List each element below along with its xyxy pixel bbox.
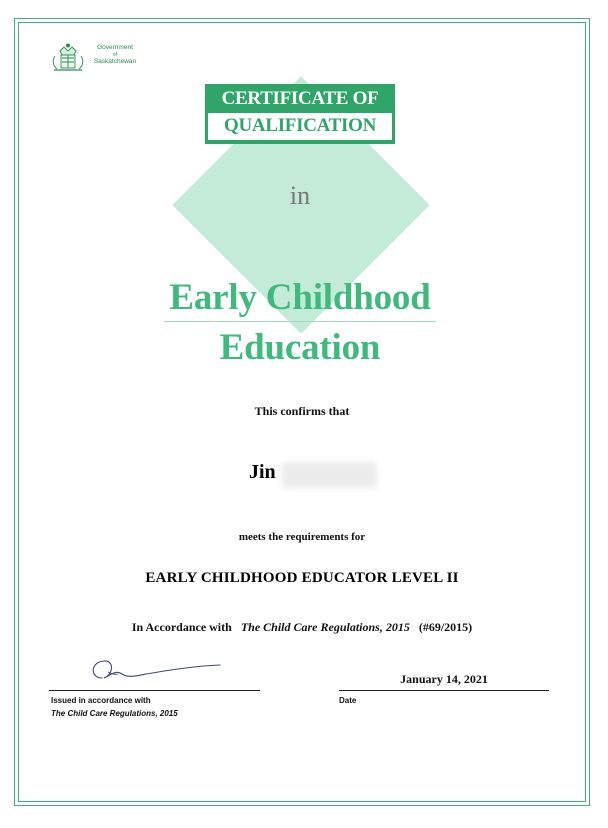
accordance-prefix: In Accordance with	[131, 620, 232, 634]
field-title-line-1: Early Childhood	[169, 277, 431, 318]
logo-line-of: of	[112, 52, 118, 58]
redacted-surname	[282, 462, 377, 488]
handwritten-signature	[80, 652, 230, 688]
issued-label: Issued in accordance with	[51, 696, 151, 705]
field-title-line-2: Education	[219, 327, 381, 368]
government-logo-text	[85, 44, 145, 66]
issue-date: January 14, 2021	[400, 672, 488, 686]
issued-regulations: The Child Care Regulations, 2015	[51, 709, 178, 718]
in-word: in	[289, 181, 311, 210]
recipient-name: Jin	[249, 461, 276, 483]
heading-line-2: QUALIFICATION	[208, 113, 392, 140]
certificate-heading-box	[205, 84, 395, 144]
accordance-line	[0, 620, 604, 635]
logo-line-government: Government	[97, 44, 133, 51]
date-label: Date	[339, 696, 357, 705]
accordance-reference: (#69/2015)	[418, 620, 473, 634]
signature-line	[49, 690, 260, 691]
qualification-level: EARLY CHILDHOOD EDUCATOR LEVEL II	[145, 570, 459, 586]
accordance-regulations: The Child Care Regulations, 2015	[240, 620, 410, 634]
date-line	[339, 690, 549, 691]
meets-text: meets the requirements for	[238, 531, 366, 543]
heading-line-1: CERTIFICATE OF	[221, 88, 379, 109]
title-divider	[164, 321, 436, 322]
logo-line-saskatchewan: Saskatchewan	[93, 58, 137, 65]
confirms-text: This confirms that	[254, 404, 350, 418]
